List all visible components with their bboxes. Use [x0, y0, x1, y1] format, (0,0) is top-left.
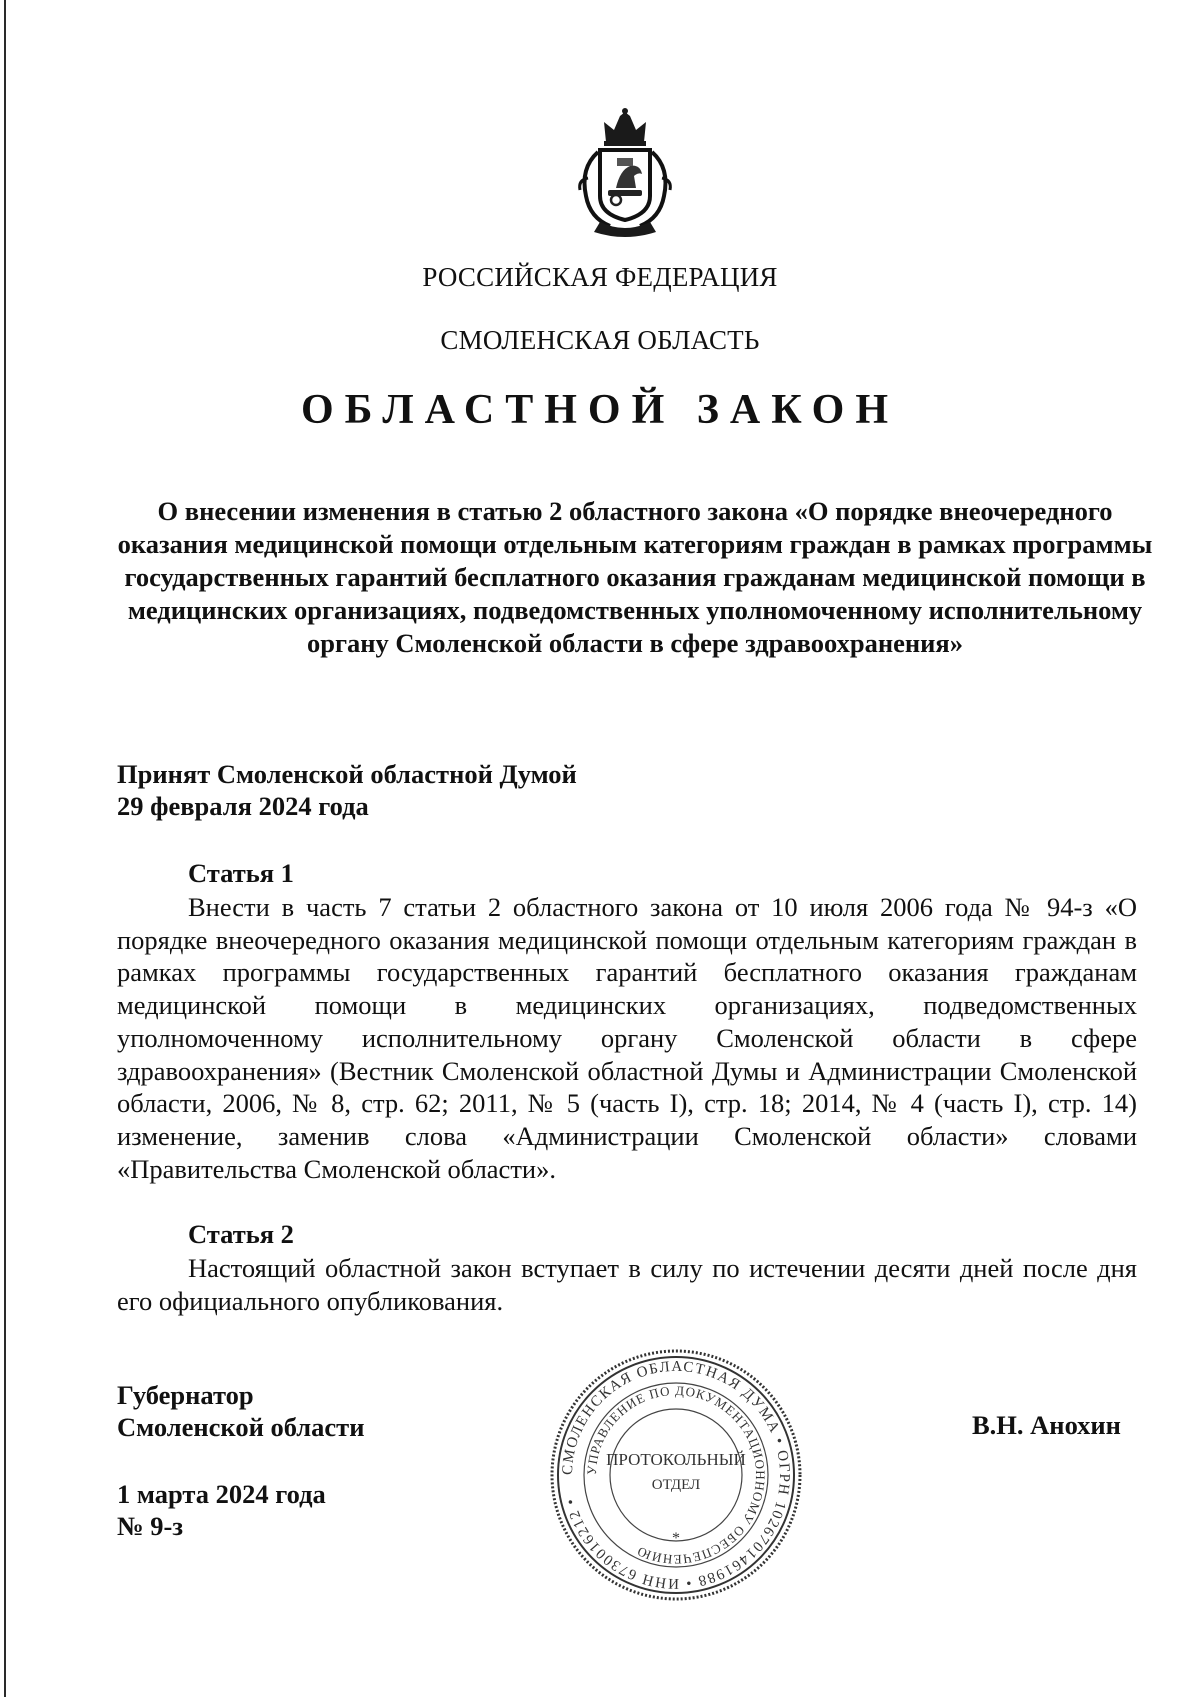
article-1-text: Внести в часть 7 статьи 2 областного закона от 10 июля 2006 года № 94-з «О порядке внеочередного оказания медицинской помощи отдельным категориям граждан в рамках программы государственных гарантий бесплатного оказания гражданам медицинской помощи в медицинских организациях, подведомственных уполномоченному исполнительному органу Смоленской области в сфере здравоохранения» (Вестник Смоленской областной Думы и Администрации Смоленской области, 2006, № 8, стр. 62; 2011, № 5 (часть I), стр. 18; 2014, № 4 (часть I), стр. 14) изменение, заменив слова «Администрации Смоленской области» словами «Правительства Смоленской области».	[117, 892, 1137, 1184]
adoption-info	[117, 758, 577, 822]
position-title: Губернатор	[117, 1380, 254, 1410]
stamp-inner-ring-text: УПРАВЛЕНИЕ ПО ДОКУМЕНТАЦИОННОМУ ОБЕСПЕЧЕНИЮ	[583, 1382, 769, 1568]
adopted-by: Принят Смоленской областной Думой	[117, 759, 577, 789]
country-heading: РОССИЙСКАЯ ФЕДЕРАЦИЯ	[422, 262, 778, 292]
stamp-outer-ring-text: СМОЛЕНСКАЯ ОБЛАСТНАЯ ДУМА • ОГРН 1026701461988 • ИНН 6730016212 •	[559, 1358, 793, 1592]
article-2-title: Статья 2	[188, 1219, 294, 1249]
article-2-text: Настоящий областной закон вступает в силу по истечении десяти дней после дня его официального опубликования.	[117, 1253, 1137, 1316]
adopted-date: 29 февраля 2024 года	[117, 791, 369, 821]
position-region: Смоленской области	[117, 1412, 365, 1442]
region-heading: СМОЛЕНСКАЯ ОБЛАСТЬ	[440, 325, 760, 355]
signing-details	[117, 1478, 326, 1542]
article-1-title: Статья 1	[188, 858, 294, 888]
signatory-name: В.Н. Анохин	[972, 1410, 1121, 1440]
signing-date: 1 марта 2024 года	[117, 1479, 326, 1509]
stamp-star: *	[672, 1530, 680, 1547]
stamp-center-line-2: ОТДЕЛ	[651, 1477, 701, 1493]
page-edge-line	[4, 0, 6, 1697]
smolensk-coat-of-arms-icon	[570, 108, 680, 240]
stamp-center-line-1: ПРОТОКОЛЬНЫЙ	[606, 1450, 746, 1469]
official-stamp	[548, 1347, 804, 1603]
document-type-title: ОБЛАСТНОЙ ЗАКОН	[300, 387, 900, 433]
law-number: № 9-з	[117, 1511, 183, 1541]
law-subject-title: О внесении изменения в статью 2 областного закона «О порядке внеочередного оказания медицинской помощи отдельным категориям граждан в рамках программы государственных гарантий бесплатного оказания гражданам медицинской помощи в медицинских организациях, подведомственных уполномоченному исполнительному органу Смоленской области в сфере здравоохранения»	[117, 496, 1153, 658]
signatory-position	[117, 1379, 364, 1443]
